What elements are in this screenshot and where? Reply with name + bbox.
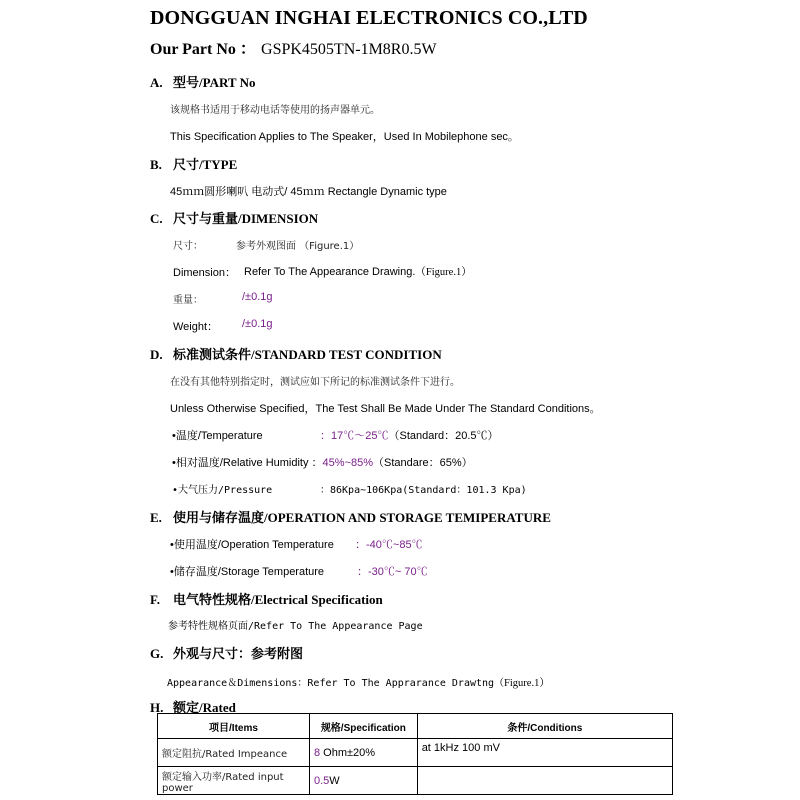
section-g-text: Appearance＆Dimensions：Refer To The Apprarance Drawtng（ — [167, 678, 505, 689]
section-g-figure: Figure.1） — [504, 678, 550, 689]
storage-temp-label: •储存温度/Storage Temperature — [170, 566, 325, 578]
humidity-line — [172, 454, 473, 470]
section-letter: C. — [150, 211, 163, 226]
spec-unit: Ohm±20% — [320, 746, 376, 759]
size-en-label: Dimension： — [173, 267, 236, 279]
temperature-label: •温度/Temperature — [172, 430, 263, 442]
column-header-conditions: 条件/Conditions — [417, 714, 672, 739]
section-a-line-en: This Specification Applies to The Speaker，Used In Mobilephone sec。 — [170, 131, 519, 143]
row-spec — [309, 767, 417, 795]
table-row — [158, 767, 673, 795]
weight-cn-value: /±0.1g — [242, 291, 273, 303]
part-number-line — [150, 36, 437, 59]
operation-temp-value: ：-40℃~85℃ — [355, 539, 423, 551]
rated-table — [157, 713, 673, 795]
section-c-heading — [150, 208, 318, 227]
section-letter: G. — [150, 646, 164, 661]
section-a-line-cn: 该规格书适用于移动电话等使用的扬声器单元。 — [170, 105, 380, 116]
section-title: 使用与储存温度/OPERATION AND STORAGE TEMIPERATURE — [173, 510, 551, 525]
storage-temp-value: ：-30℃~ 70℃ — [357, 566, 428, 578]
section-b-line: 45ｍｍ圆形喇叭 电动式/ 45ｍｍ Rectangle Dynamic type — [170, 186, 447, 198]
humidity-label: •相对温度/Relative Humidity ： — [172, 457, 323, 469]
temperature-range: ：17℃～25℃ — [320, 430, 389, 442]
weight-en-value: /±0.1g — [242, 318, 273, 330]
humidity-range: 45%~85% — [322, 457, 374, 469]
spec-number: 0.5 — [313, 774, 330, 787]
table-header-row — [158, 714, 673, 739]
section-g-heading — [150, 643, 303, 662]
pressure-value: ：86Kpa~106Kpa(Standard：101.3 Kpa) — [320, 485, 527, 496]
section-title: 标准测试条件/STANDARD TEST CONDITION — [173, 347, 442, 362]
section-b-heading — [150, 154, 237, 173]
spec-number: 8 — [313, 746, 321, 759]
section-title: 外观与尺寸：参考附图 — [173, 646, 304, 661]
column-header-items: 项目/Items — [158, 714, 310, 739]
row-item: 额定阻抗/Rated Impeance — [158, 739, 310, 767]
section-f-line: 参考特性规格页面/Refer To The Appearance Page — [168, 621, 423, 632]
section-letter: B. — [150, 157, 162, 172]
section-letter: A. — [150, 75, 163, 90]
section-d-heading — [150, 344, 442, 363]
size-cn-label: 尺寸： — [173, 241, 203, 252]
column-header-specification: 规格/Specification — [309, 714, 417, 739]
spec-unit: W — [329, 774, 340, 787]
section-d-line-en: Unless Otherwise Specified，The Test Shall Be Made Under The Standard Conditions。 — [170, 403, 601, 415]
size-en-value — [244, 264, 472, 279]
row-condition — [417, 767, 672, 795]
pressure-label: •大气压力/Pressure — [172, 485, 273, 496]
row-item: 额定输入功率/Rated input power — [158, 767, 310, 795]
part-number-label: Our Part No ： — [150, 41, 256, 58]
weight-cn-label: 重量： — [173, 295, 203, 306]
section-letter: F. — [150, 592, 160, 607]
humidity-standard: （Standare：65%） — [373, 457, 473, 469]
part-number-value: GSPK4505TN-1M8R0.5W — [261, 41, 437, 58]
company-title: DONGGUAN INGHAI ELECTRONICS CO.,LTD — [150, 7, 588, 29]
row-spec — [309, 739, 417, 767]
size-en-text: Refer To The Appearance Drawing. — [244, 266, 416, 278]
table-row — [158, 739, 673, 767]
section-a-heading — [150, 72, 255, 91]
section-letter: H. — [150, 700, 164, 715]
row-condition: at 1kHz 100 mV — [417, 739, 672, 767]
size-cn-value: 参考外观图面 （Figure.1） — [236, 241, 360, 252]
section-d-line-cn: 在没有其他特别指定时，测试应如下所记的标准测试条件下进行。 — [170, 377, 460, 388]
temperature-standard: （Standard：20.5℃） — [388, 430, 499, 442]
section-g-line — [167, 671, 550, 690]
section-letter: E. — [150, 510, 162, 525]
size-en-figure: （Figure.1） — [415, 267, 472, 278]
operation-temp-label: •使用温度/Operation Temperature — [170, 539, 334, 551]
section-f-heading — [150, 589, 383, 608]
section-letter: D. — [150, 347, 163, 362]
section-title: 尺寸/TYPE — [173, 157, 238, 172]
section-title: 型号/PART No — [173, 75, 256, 90]
weight-en-label: Weight： — [173, 321, 219, 333]
section-e-heading — [150, 507, 551, 526]
section-title: 额定/Rated — [173, 700, 236, 715]
temperature-value — [320, 427, 499, 443]
section-title: 尺寸与重量/DIMENSION — [173, 211, 319, 226]
section-title: 电气特性规格/Electrical Specification — [173, 592, 383, 607]
